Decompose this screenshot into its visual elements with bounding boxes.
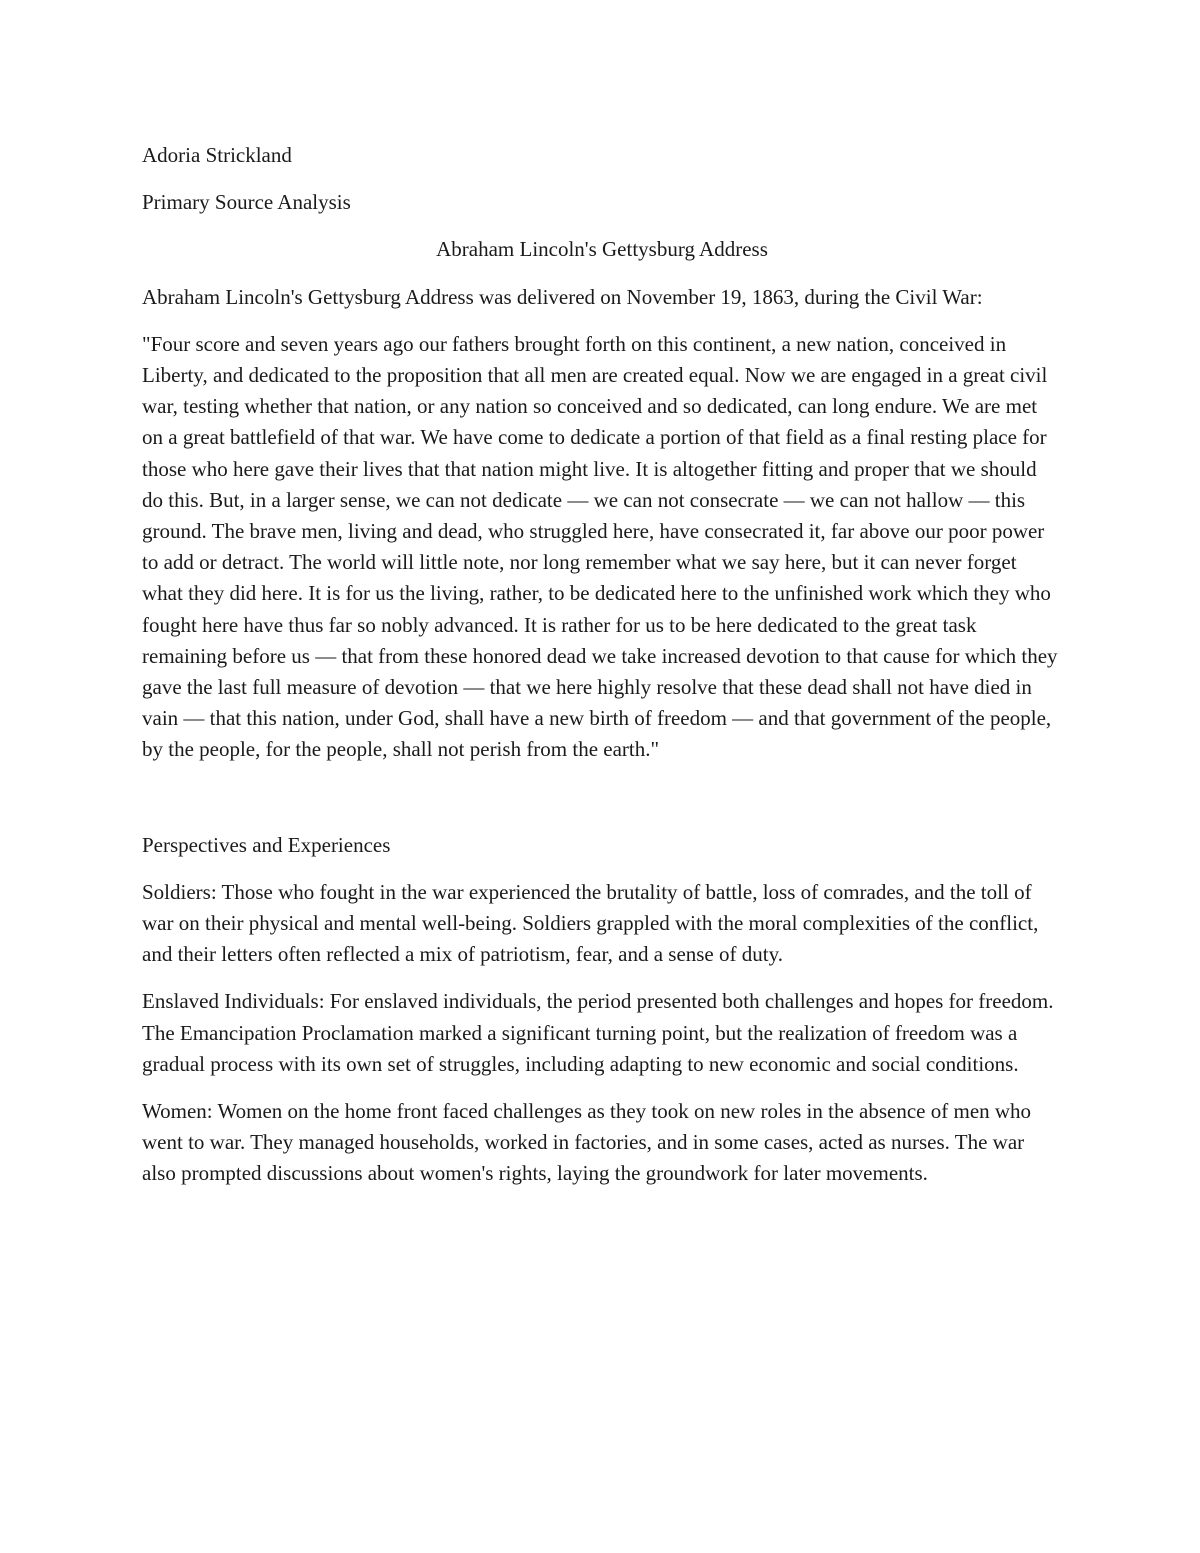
section-heading: Perspectives and Experiences <box>142 832 391 857</box>
enslaved-paragraph: Enslaved Individuals: For enslaved individuals, the period presented both challenges and hopes for freedom. The Emancipation Proclamation marked a significant turning point, but the realization of freedom was a gradual process with its own set of struggles, including adapting to new economic and social conditions. <box>142 989 1054 1076</box>
soldiers-paragraph: Soldiers: Those who fought in the war experienced the brutality of battle, loss of comrades, and the toll of war on their physical and mental well-being. Soldiers grappled with the moral complexities of the conflict, and their letters often reflected a mix of patriotism, fear, and a sense of duty. <box>142 879 1039 967</box>
assignment-label: Primary Source Analysis <box>142 190 351 215</box>
author-name: Adoria Strickland <box>142 143 292 167</box>
gettysburg-quote: "Four score and seven years ago our fathers brought forth on this continent, a new nation, conceived in Liberty, and dedicated to the proposition that all men are created equal. Now we are engaged in a great civil war, testing whether that nation, or any nation so conceived and so dedicated, can long endure. We are met on a great battlefield of that war. We have come to dedicate a portion of that field as a final resting place for those who here gave their lives that that nation might live. It is altogether fitting and proper that we should do this. But, in a larger sense, we can not dedicate — we can not consecrate — we can not hallow — this ground. The brave men, living and dead, who struggled here, have consecrated it, far above our poor power to add or detract. The world will little note, nor long remember what we say here, but it can never forget what they did here. It is for us the living, rather, to be dedicated here to the unfinished work which they who fought here have thus far so nobly advanced. It is rather for us to be here dedicated to the great task remaining before us — that from these honored dead we take increased devotion to that cause for which they gave the last full measure of devotion — that we here highly resolve that these dead shall not have died in vain — that this nation, under God, shall have a new birth of freedom — and that government of the people, by the people, for the people, shall not perish from the earth." <box>142 331 1058 762</box>
women-paragraph: Women: Women on the home front faced challenges as they took on new roles in the absence of men who went to war. They managed households, worked in factories, and in some cases, acted as nurses. The war also prompted discussions about women's rights, laying the groundwork for later movements. <box>142 1099 1032 1186</box>
section-spacer <box>142 782 1062 830</box>
document-page <box>142 140 1062 1206</box>
intro-paragraph: Abraham Lincoln's Gettysburg Address was delivered on November 19, 1863, during the Civil War: <box>142 284 983 309</box>
document-title: Abraham Lincoln's Gettysburg Address <box>436 237 768 262</box>
